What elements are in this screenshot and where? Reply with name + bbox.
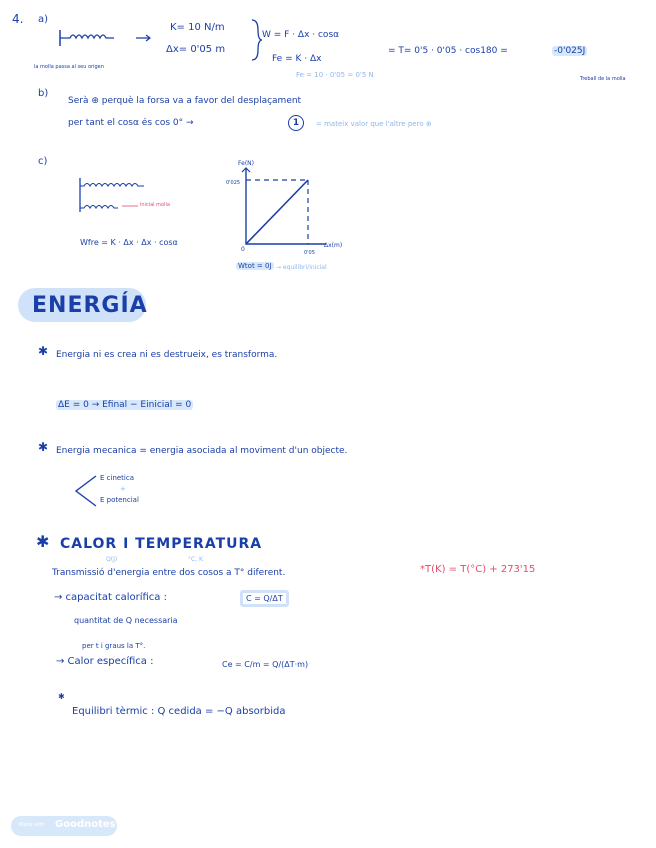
- k-value: K= 10 N/m: [170, 22, 225, 33]
- energy-conservation-text: Energia ni es crea ni es destrueix, es transforma.: [56, 350, 278, 360]
- capacity-description-2: per t i graus la T°.: [82, 642, 146, 650]
- energy-equation: ΔE = 0 → Efinal − Einicial = 0: [58, 400, 192, 410]
- capacity-description: quantitat de Q necessaria: [74, 616, 178, 625]
- total-work-note: Treball de la molla: [580, 76, 626, 82]
- calor-subtitle-q: Q(J): [106, 556, 118, 563]
- graph-origin: 0: [241, 246, 245, 253]
- part-b-label: b): [38, 88, 49, 99]
- graph-y-tick: 0'025: [226, 180, 241, 186]
- dx-value: Δx= 0'05 m: [166, 44, 226, 55]
- specific-heat-formula: Ce = C/m = Q/(ΔT·m): [222, 660, 309, 669]
- goodnotes-watermark: [11, 816, 117, 836]
- calor-title: CALOR I TEMPERATURA: [60, 536, 263, 552]
- energia-title-pill: [18, 288, 146, 322]
- bullet-star-icon: ✱: [36, 532, 50, 551]
- work-formula: W = F · Δx · cosα: [262, 30, 340, 40]
- calor-subtitle-t: °C, K: [188, 556, 203, 563]
- bullet-star-icon: ✱: [38, 440, 49, 454]
- bullet-star-icon: ✱: [58, 692, 65, 701]
- exercise-number: 4.: [12, 12, 24, 26]
- part-a-label: a): [38, 14, 49, 25]
- spring-work-eq: Wfre = K · Δx · Δx · cosα: [80, 238, 178, 247]
- fe-calc: Fe = 10 · 0'05 = 0'5 N: [296, 71, 374, 79]
- fe-formula: Fe = K · Δx: [272, 54, 322, 64]
- energia-title: ENERGÍA: [32, 293, 148, 318]
- circled-answer: 1: [288, 115, 304, 131]
- heat-definition: Transmissió d'energia entre dos cosos a T° diferent.: [52, 568, 286, 578]
- watermark-made-with: Made with: [19, 822, 45, 828]
- watermark-brand: Goodnotes: [55, 819, 116, 830]
- spring-diagram-a: [56, 28, 156, 48]
- graph-y-label: Fe(N): [238, 160, 254, 167]
- force-displacement-graph: [240, 166, 330, 250]
- kelvin-conversion: *T(K) = T(°C) + 273'15: [420, 564, 536, 575]
- spring-diagram-c: [78, 176, 150, 216]
- thermal-equilibrium: Equilibri tèrmic : Q cedida = −Q absorbida: [72, 706, 286, 717]
- part-b-line1: Serà ⊕ perquè la forsa va a favor del desplaçament: [68, 96, 302, 106]
- part-b-note: = mateix valor que l'altre pero ⊕: [316, 120, 432, 128]
- bullet-star-icon: ✱: [38, 344, 49, 358]
- part-b-line2: per tant el cosα és cos 0° →: [68, 118, 194, 128]
- capacity-label: → capacitat calorífica :: [54, 592, 167, 603]
- graph-x-label: Δx(m): [324, 242, 343, 249]
- specific-heat-label: → Calor específica :: [56, 656, 154, 667]
- potential-energy: E potencial: [100, 496, 139, 504]
- plus-sign: +: [120, 485, 126, 493]
- graph-x-tick: 0'05: [304, 250, 315, 256]
- brace-icon: [250, 18, 262, 62]
- work-answer: -0'025J: [554, 46, 586, 56]
- total-work: Wtot = 0J: [238, 262, 272, 270]
- work-result: = T= 0'5 · 0'05 · cos180 =: [388, 46, 508, 56]
- total-work-note: → equilibri/inicial: [276, 264, 327, 271]
- capacity-formula: C = Q/ΔT: [240, 590, 289, 607]
- part-c-label: c): [38, 156, 48, 167]
- branch-bracket-icon: [74, 474, 98, 508]
- mechanical-energy-text: Energia mecanica = energia asociada al moviment d'un objecte.: [56, 446, 348, 456]
- spring-c-note: inicial molla: [140, 202, 170, 208]
- kinetic-energy: E cinetica: [100, 474, 135, 482]
- spring-note: la molla passa al seu origen: [34, 64, 104, 70]
